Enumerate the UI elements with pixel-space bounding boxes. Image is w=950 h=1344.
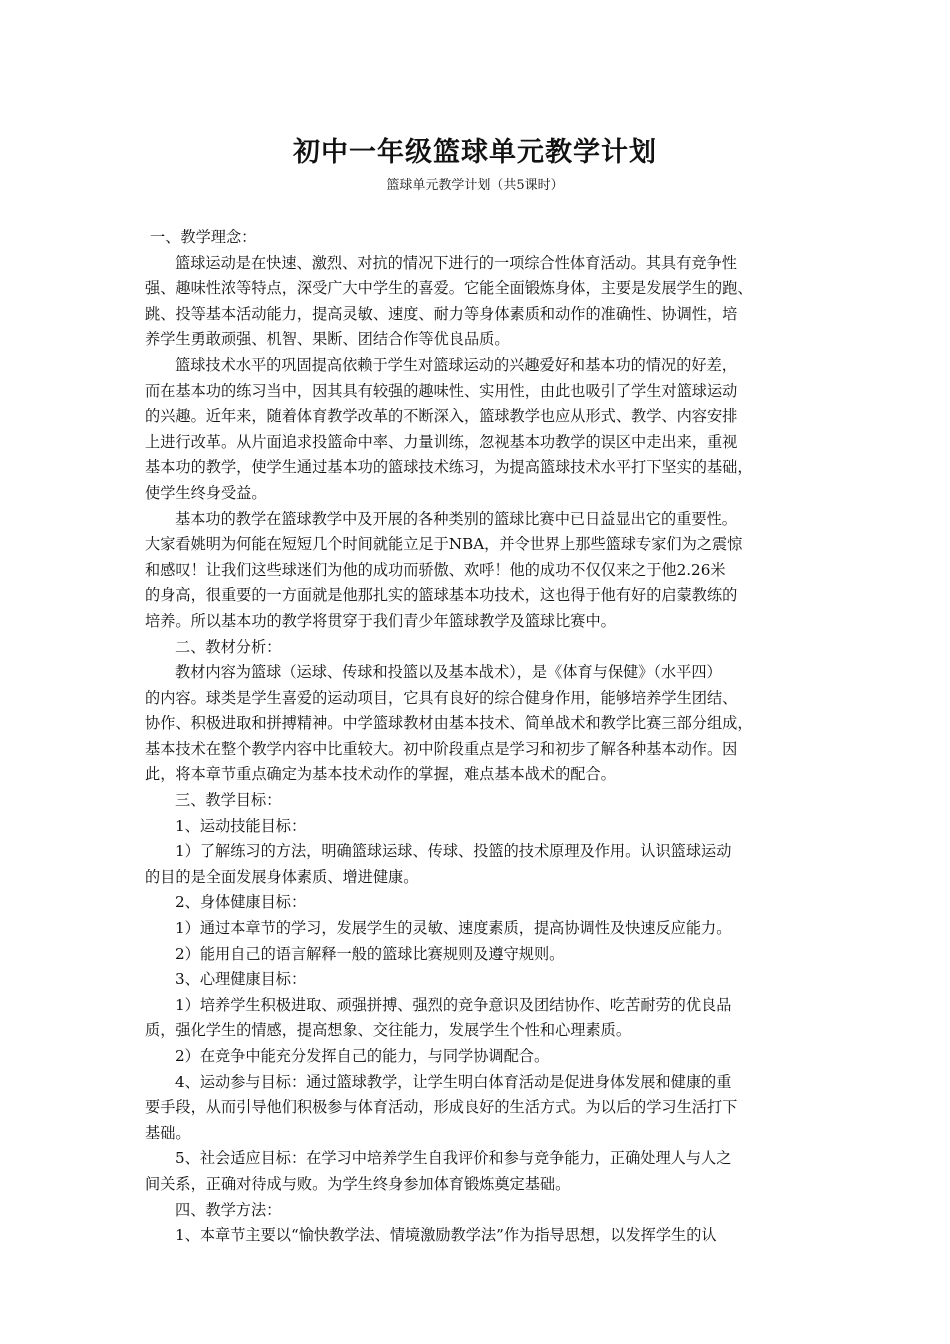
paragraph-line: 上进行改革。从片面追求投篮命中率、力量训练，忽视基本功教学的误区中走出来，重视	[145, 432, 738, 451]
section-heading-teaching-goals: 三、教学目标：	[175, 791, 282, 810]
paragraph-line: 要手段，从而引导他们积极参与体育活动，形成良好的生活方式。为以后的学习生活打下	[145, 1098, 738, 1117]
paragraph-line: 间关系，正确对待成与败。为学生终身参加体育锻炼奠定基础。	[145, 1174, 571, 1193]
paragraph-line: 篮球技术水平的巩固提高依赖于学生对篮球运动的兴趣爱好和基本功的情况的好差，	[175, 355, 737, 374]
paragraph-line: 1）培养学生积极进取、顽强拼搏、强烈的竞争意识及团结协作、吃苦耐劳的优良品	[175, 995, 732, 1014]
paragraph-line: 和感叹！让我们这些球迷们为他的成功而骄傲、欢呼！他的成功不仅仅来之于他2.26米	[145, 560, 726, 579]
paragraph-line: 教材内容为篮球（运球、传球和投篮以及基本战术），是《体育与保健》（水平四）	[175, 663, 722, 682]
paragraph-line: 强、趣味性浓等特点，深受广大中学生的喜爱。它能全面锻炼身体，主要是发展学生的跑、	[145, 279, 753, 298]
paragraph-line: 5、社会适应目标：在学习中培养学生自我评价和参与竞争能力，正确处理人与人之	[175, 1149, 732, 1168]
paragraph-line: 的目的是全面发展身体素质、增进健康。	[145, 867, 419, 886]
paragraph-line: 养学生勇敢顽强、机智、果断、团结合作等优良品质。	[145, 330, 510, 349]
paragraph-line: 2）在竞争中能充分发挥自己的能力，与同学协调配合。	[175, 1047, 550, 1065]
section-heading-teaching-methods: 四、教学方法：	[175, 1200, 282, 1219]
paragraph-line: 培养。所以基本功的教学将贯穿于我们青少年篮球教学及篮球比赛中。	[145, 611, 616, 630]
paragraph-line: 跳、投等基本活动能力，提高灵敏、速度、耐力等身体素质和动作的准确性、协调性，培	[145, 304, 738, 323]
paragraph-line: 质，强化学生的情感，提高想象、交往能力，发展学生个性和心理素质。	[145, 1021, 631, 1040]
paragraph-line: 1、本章节主要以“愉快教学法、情境激励教学法”作为指导思想，以发挥学生的认	[175, 1226, 717, 1245]
subheading-line: 2、身体健康目标：	[175, 893, 307, 912]
paragraph-line: 基本功的教学，使学生通过基本功的篮球技术练习，为提高篮球技术水平打下坚实的基础，	[145, 458, 753, 477]
paragraph-line: 的兴趣。近年来，随着体育教学改革的不断深入，篮球教学也应从形式、教学、内容安排	[145, 407, 738, 426]
section-heading-teaching-philosophy: 一、教学理念：	[150, 228, 257, 246]
paragraph-line: 基本技术在整个教学内容中比重较大。初中阶段重点是学习和初步了解各种基本动作。因	[145, 739, 738, 758]
document-subtitle: 篮球单元教学计划（共5课时）	[386, 178, 564, 193]
subheading-line: 3、心理健康目标：	[175, 970, 307, 989]
paragraph-line: 1）了解练习的方法，明确篮球运球、传球、投篮的技术原理及作用。认识篮球运动	[175, 842, 732, 861]
paragraph-line: 基础。	[145, 1123, 191, 1142]
paragraph-line: 使学生终身受益。	[145, 483, 267, 502]
paragraph-line: 篮球运动是在快速、激烈、对抗的情况下进行的一项综合性体育活动。其具有竞争性	[175, 253, 737, 272]
paragraph-line: 基本功的教学在篮球教学中及开展的各种类别的篮球比赛中已日益显出它的重要性。	[175, 509, 737, 528]
paragraph-line: 1）通过本章节的学习，发展学生的灵敏、速度素质，提高协调性及快速反应能力。	[175, 919, 732, 938]
subheading-line: 1、运动技能目标：	[175, 816, 307, 835]
paragraph-line: 的内容。球类是学生喜爱的运动项目，它具有良好的综合健身作用，能够培养学生团结、	[145, 688, 738, 707]
paragraph-line: 大家看姚明为何能在短短几个时间就能立足于NBA，并令世界上那些篮球专家们为之震惊	[145, 535, 743, 554]
document-title: 初中一年级篮球单元教学计划	[293, 137, 657, 168]
section-heading-material-analysis: 二、教材分析：	[175, 637, 282, 656]
paragraph-line: 2）能用自己的语言解释一般的篮球比赛规则及遵守规则。	[175, 944, 565, 963]
paragraph-line: 协作、积极进取和拼搏精神。中学篮球教材由基本技术、简单战术和教学比赛三部分组成，	[145, 714, 753, 733]
paragraph-line: 此，将本章节重点确定为基本技术动作的掌握，难点基本战术的配合。	[145, 765, 616, 784]
paragraph-line: 4、运动参与目标：通过篮球教学，让学生明白体育活动是促进身体发展和健康的重	[175, 1072, 732, 1091]
document-body	[145, 225, 805, 1249]
paragraph-line: 而在基本功的练习当中，因其具有较强的趣味性、实用性，由此也吸引了学生对篮球运动	[145, 381, 738, 400]
paragraph-line: 的身高，很重要的一方面就是他那扎实的篮球基本功技术，这也得于他有好的启蒙教练的	[145, 586, 738, 605]
